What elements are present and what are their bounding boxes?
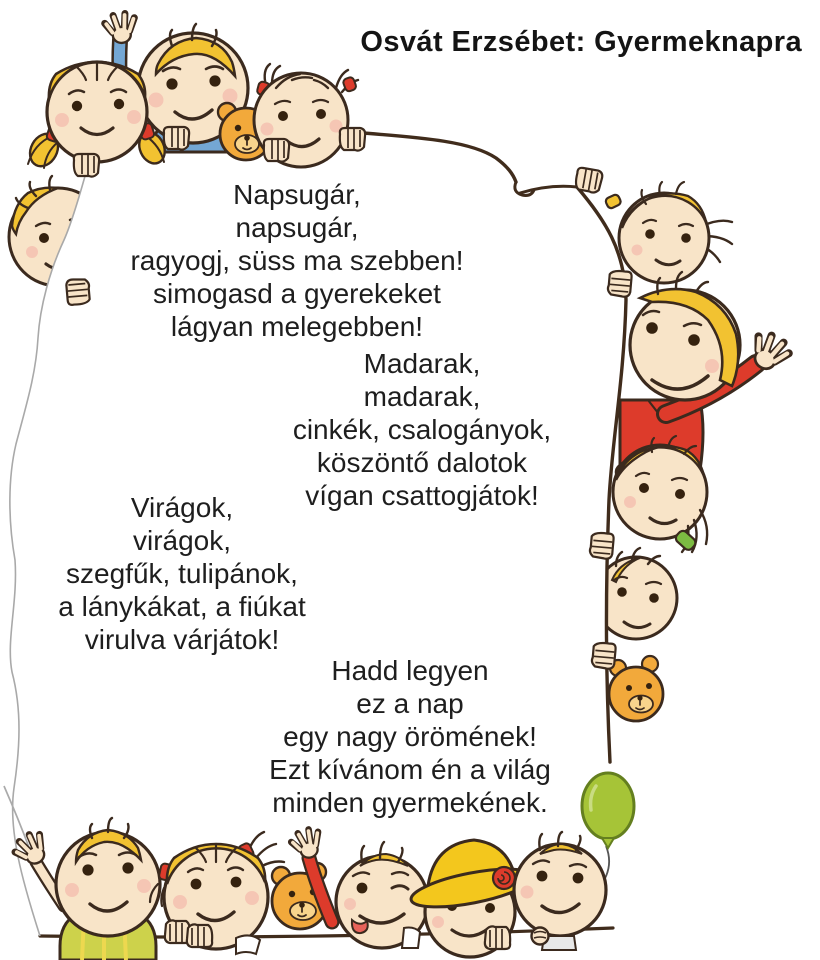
- poem-line: virágok,: [132, 525, 232, 556]
- teddy-bear-right: [609, 656, 663, 721]
- poem-line: virulva várjátok!: [84, 624, 280, 655]
- poem-line: Virágok,: [130, 492, 234, 523]
- poem-line: a lánykákat, a fiúkat: [58, 591, 306, 622]
- poem-line: vígan csattogjátok!: [305, 480, 539, 511]
- poem-line: egy nagy örömének!: [283, 721, 537, 752]
- poem-line: Hadd legyen: [331, 655, 489, 686]
- poem-stanza-3: [2, 491, 362, 656]
- fist: [532, 928, 549, 945]
- hair-tie: [605, 194, 622, 210]
- poem-stanza-2: [242, 347, 602, 512]
- poem-stanza-4: [230, 654, 590, 819]
- poem-line: ragyogj, süss ma szebben!: [130, 245, 464, 276]
- poem-line: köszöntő dalotok: [316, 447, 528, 478]
- teddy-head: [609, 667, 663, 721]
- poem-line: Ezt kívánom én a világ: [269, 754, 551, 785]
- poem-line: Napsugár,: [233, 179, 361, 210]
- poem-line: szegfűk, tulipánok,: [66, 558, 298, 589]
- poem-line: Madarak,: [363, 348, 481, 379]
- poem-stanza-1: [117, 178, 477, 343]
- poem-line: minden gyermekének.: [272, 787, 548, 818]
- poem-line: ez a nap: [356, 688, 464, 719]
- poem-line: lágyan melegebben!: [170, 311, 424, 342]
- poem-line: madarak,: [363, 381, 481, 412]
- page-title: Osvát Erzsébet: Gyermeknapra: [360, 26, 802, 58]
- poem-line: napsugár,: [235, 212, 359, 243]
- poem-line: cinkék, csalogányok,: [292, 414, 552, 445]
- poem-line: simogasd a gyerekeket: [153, 278, 441, 309]
